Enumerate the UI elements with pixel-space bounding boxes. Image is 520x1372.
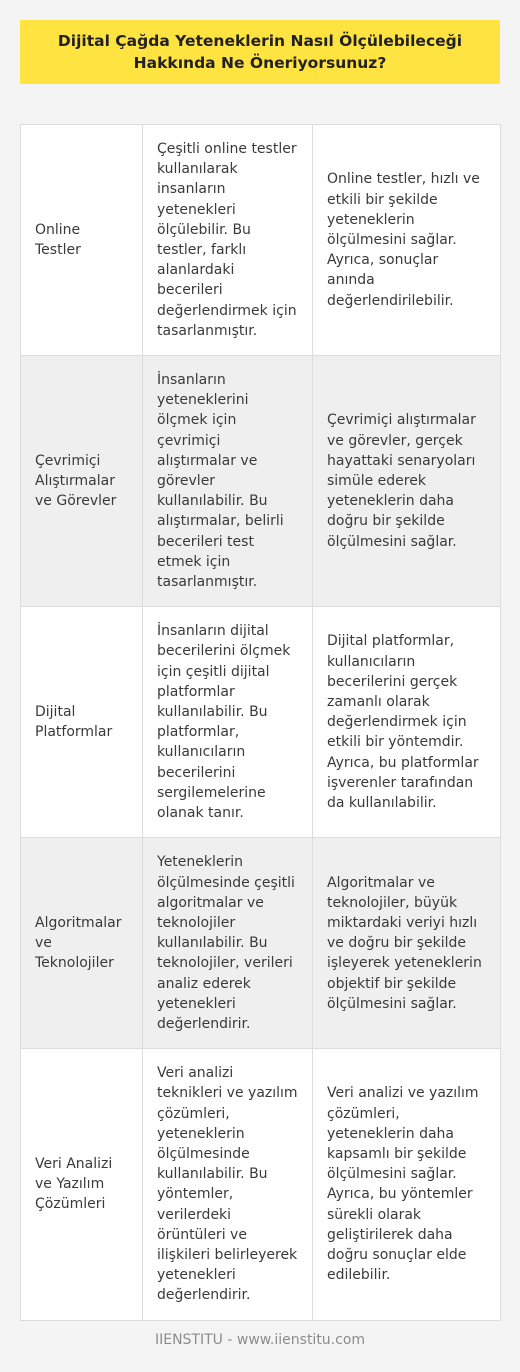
table-row: [21, 356, 501, 607]
method-cell: Veri Analizi ve Yazılım Çözümleri: [21, 1049, 143, 1320]
table-row: [21, 1049, 501, 1320]
description-cell: İnsanların yeteneklerini ölçmek için çevrimiçi alıştırmalar ve görevler kullanılabilir. Bu alıştırmalar, belirli becerileri test etmek için tasarlanmıştır.: [143, 356, 313, 607]
benefit-cell: Çevrimiçi alıştırmalar ve görevler, gerçek hayattaki senaryoları simüle ederek yeteneklerin daha doğru bir şekilde ölçülmesini sağlar.: [313, 356, 501, 607]
table-row: [21, 838, 501, 1049]
method-cell: Dijital Platformlar: [21, 607, 143, 838]
description-cell: Veri analizi teknikleri ve yazılım çözümleri, yeteneklerin ölçülmesinde kullanılabilir. Bu yöntemler, verilerdeki örüntüleri ve ilişkileri belirleyerek yetenekleri değerlendirir.: [143, 1049, 313, 1320]
methods-table: [20, 124, 501, 1321]
method-cell: Online Testler: [21, 125, 143, 356]
table-row: [21, 607, 501, 838]
page-title: Dijital Çağda Yeteneklerin Nasıl Ölçülebileceği Hakkında Ne Öneriyorsunuz?: [57, 32, 463, 72]
description-cell: Yeteneklerin ölçülmesinde çeşitli algoritmalar ve teknolojiler kullanılabilir. Bu teknolojiler, verileri analiz ederek yetenekleri değerlendirir.: [143, 838, 313, 1049]
benefit-cell: Algoritmalar ve teknolojiler, büyük miktardaki veriyi hızlı ve doğru bir şekilde işleyerek yeteneklerin objektif bir şekilde ölçülmesini sağlar.: [313, 838, 501, 1049]
benefit-cell: Dijital platformlar, kullanıcıların becerilerini gerçek zamanlı olarak değerlendirmek için etkili bir yöntemdir. Ayrıca, bu platformlar işverenler tarafından da kullanılabilir.: [313, 607, 501, 838]
benefit-cell: Online testler, hızlı ve etkili bir şekilde yeteneklerin ölçülmesini sağlar. Ayrıca, sonuçlar anında değerlendirilebilir.: [313, 125, 501, 356]
title-banner: [20, 20, 500, 84]
method-cell: Çevrimiçi Alıştırmalar ve Görevler: [21, 356, 143, 607]
benefit-cell: Veri analizi ve yazılım çözümleri, yeteneklerin daha kapsamlı bir şekilde ölçülmesini sağlar. Ayrıca, bu yöntemler sürekli olarak geliştirilerek daha doğru sonuçlar elde edilebilir.: [313, 1049, 501, 1320]
table-row: [21, 125, 501, 356]
description-cell: Çeşitli online testler kullanılarak insanların yetenekleri ölçülebilir. Bu testler, farklı alanlardaki becerileri değerlendirmek için tasarlanmıştır.: [143, 125, 313, 356]
footer-credit: IIENSTITU - www.iienstitu.com: [154, 1332, 366, 1348]
description-cell: İnsanların dijital becerilerini ölçmek için çeşitli dijital platformlar kullanılabilir. Bu platformlar, kullanıcıların becerilerini sergilemelerine olanak tanır.: [143, 607, 313, 838]
method-cell: Algoritmalar ve Teknolojiler: [21, 838, 143, 1049]
